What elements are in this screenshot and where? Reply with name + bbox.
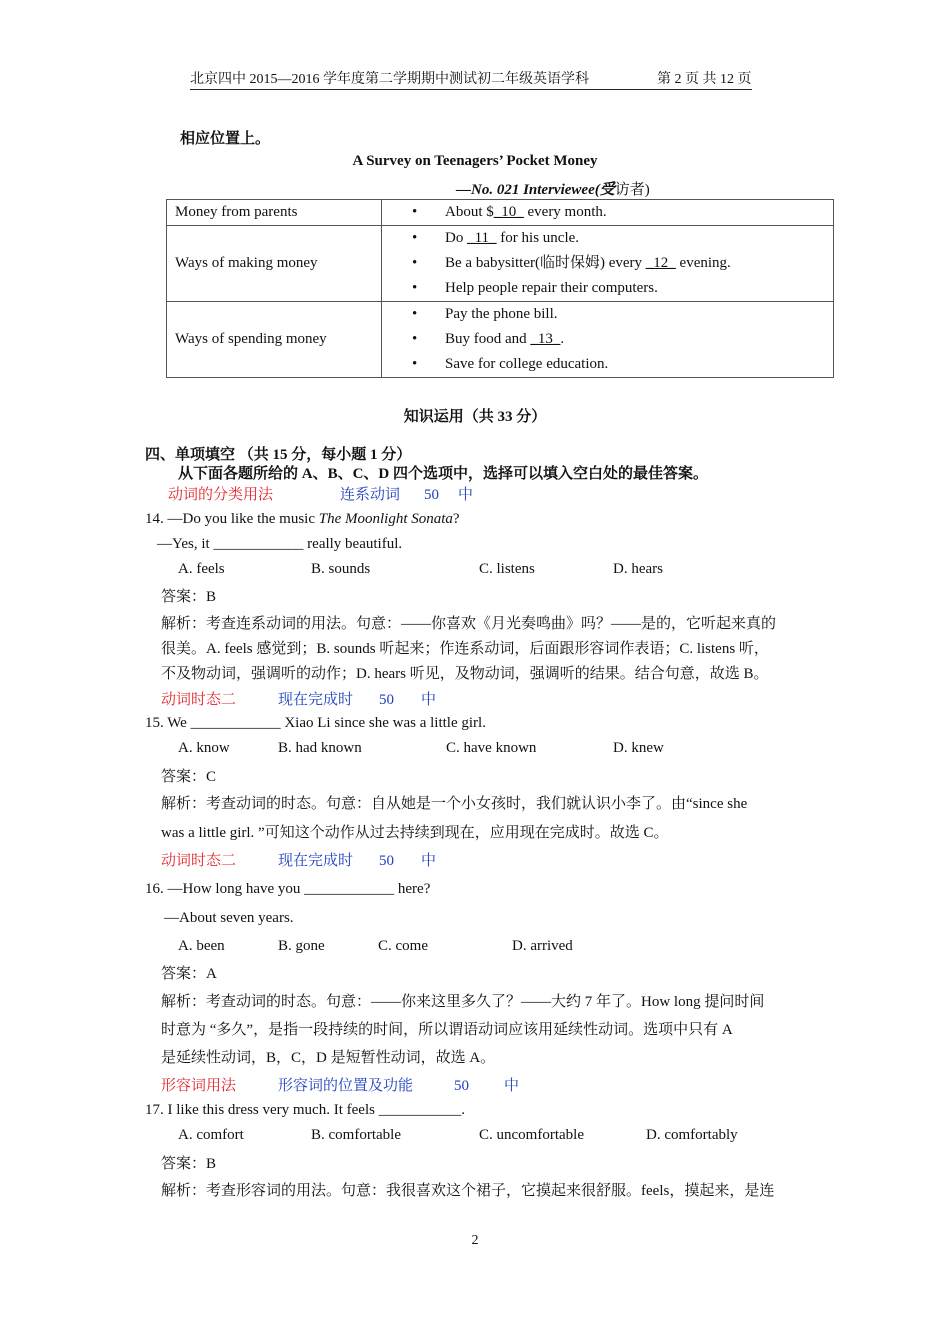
- q15-analysis: 解析：考查动词的时态。句意：自从她是一个小女孩时，我们就认识小李了。由“since she: [161, 796, 748, 812]
- q16-analysis: 时意为 “多久”，是指一段持续的时间，所以谓语动词应该用延续性动词。选项中只有 A: [161, 1022, 733, 1038]
- q15-option-b: B. had known: [278, 740, 362, 756]
- list-item: • Help people repair their computers.: [390, 276, 825, 301]
- page-header: [190, 68, 752, 90]
- table-row: [167, 302, 834, 378]
- list-item: • Do _11_ for his uncle.: [390, 226, 825, 251]
- list-item: • Pay the phone bill.: [390, 302, 825, 327]
- part4-instruction: 从下面各题所给的 A、B、C、D 四个选项中，选择可以填入空白处的最佳答案。: [178, 466, 709, 482]
- q14-option-d: D. hears: [613, 561, 663, 577]
- q14-answer: 答案：B: [161, 589, 217, 605]
- survey-title: A Survey on Teenagers’ Pocket Money: [352, 153, 598, 169]
- q16-option-c: C. come: [378, 938, 428, 954]
- q16-option-d: D. arrived: [512, 938, 573, 954]
- q15-answer: 答案：C: [161, 769, 217, 785]
- q14-option-b: B. sounds: [311, 561, 371, 577]
- blank-11: _11_: [467, 230, 497, 246]
- q14-analysis: 很美。A. feels 感觉到；B. sounds 听起来；作连系动词，后面跟形容词作表语；C. listens 听，: [161, 641, 769, 657]
- q17-answer: 答案：B: [161, 1156, 217, 1172]
- q16-option-b: B. gone: [278, 938, 325, 954]
- section-title: 知识运用（共 33 分）: [403, 409, 547, 425]
- q16-line2: —About seven years.: [164, 910, 294, 926]
- row-label: Ways of spending money: [167, 302, 382, 378]
- row-label: Ways of making money: [167, 226, 382, 302]
- q15-option-d: D. knew: [613, 740, 664, 756]
- blank-12: _12_: [645, 255, 676, 271]
- list-item: • About $_10_ every month.: [390, 200, 825, 225]
- intro-text: 相应位置上。: [180, 131, 271, 147]
- q14-option-a: A. feels: [178, 561, 225, 577]
- q17-option-a: A. comfort: [178, 1127, 244, 1143]
- question-14: 14. —Do you like the music The Moonlight Sonata?: [145, 511, 460, 527]
- tag-q16: 动词时态二 现在完成时 50 中: [161, 853, 437, 869]
- q16-analysis: 解析：考查动词的时态。句意：——你来这里多久了？——大约 7 年了。How long 提问时间: [161, 994, 765, 1010]
- q17-option-c: C. uncomfortable: [479, 1127, 584, 1143]
- survey-table: [166, 199, 834, 378]
- question-15: 15. We ____________ Xiao Li since she was a little girl.: [145, 715, 486, 731]
- q14-analysis: 解析：考查连系动词的用法。句意：——你喜欢《月光奏鸣曲》吗？——是的，它听起来真的: [161, 616, 777, 632]
- list-item: • Buy food and _13_.: [390, 327, 825, 352]
- q17-analysis: 解析：考查形容词的用法。句意：我很喜欢这个裙子，它摸起来很舒服。feels，摸起来，是连: [161, 1183, 775, 1199]
- q15-option-c: C. have known: [446, 740, 537, 756]
- q15-analysis: was a little girl. ”可知这个动作从过去持续到现在，应用现在完成时。故选 C。: [161, 825, 669, 841]
- blank-10: _10_: [493, 204, 524, 220]
- q16-answer: 答案：A: [161, 966, 217, 982]
- q14-line2: —Yes, it ____________ really beautiful.: [157, 536, 403, 552]
- tag-q14: 动词的分类用法 连系动词 50 中: [168, 487, 474, 503]
- question-17: 17. I like this dress very much. It feels ___________.: [145, 1102, 465, 1118]
- q15-option-a: A. know: [178, 740, 230, 756]
- q17-option-d: D. comfortably: [646, 1127, 738, 1143]
- list-item: • Be a babysitter(临时保姆) every _12_ evening.: [390, 251, 825, 276]
- list-item: • Save for college education.: [390, 352, 825, 377]
- header-right: 第 2 页 共 12 页: [657, 72, 752, 87]
- table-row: [167, 226, 834, 302]
- q14-analysis: 不及物动词，强调听的动作；D. hears 听见，及物动词，强调听的结果。结合句意，故选 B。: [161, 666, 769, 682]
- page-number: 2: [471, 1233, 479, 1248]
- question-16: 16. —How long have you ____________ here?: [145, 881, 431, 897]
- tag-q17: 形容词用法 形容词的位置及功能 50 中: [161, 1078, 520, 1094]
- q16-analysis: 是延续性动词，B，C，D 是短暂性动词，故选 A。: [161, 1050, 496, 1066]
- blank-13: _13_: [530, 331, 561, 347]
- row-label: Money from parents: [167, 200, 382, 226]
- q14-option-c: C. listens: [479, 561, 535, 577]
- q17-option-b: B. comfortable: [311, 1127, 401, 1143]
- table-row: [167, 200, 834, 226]
- q16-option-a: A. been: [178, 938, 225, 954]
- header-left: 北京四中 2015—2016 学年度第二学期期中测试初二年级英语学科: [190, 72, 589, 87]
- part4-title: 四、单项填空 （共 15 分，每小题 1 分）: [145, 447, 412, 463]
- tag-q15: 动词时态二 现在完成时 50 中: [161, 692, 437, 708]
- survey-subtitle: —No. 021 Interviewee(受访者): [456, 182, 650, 198]
